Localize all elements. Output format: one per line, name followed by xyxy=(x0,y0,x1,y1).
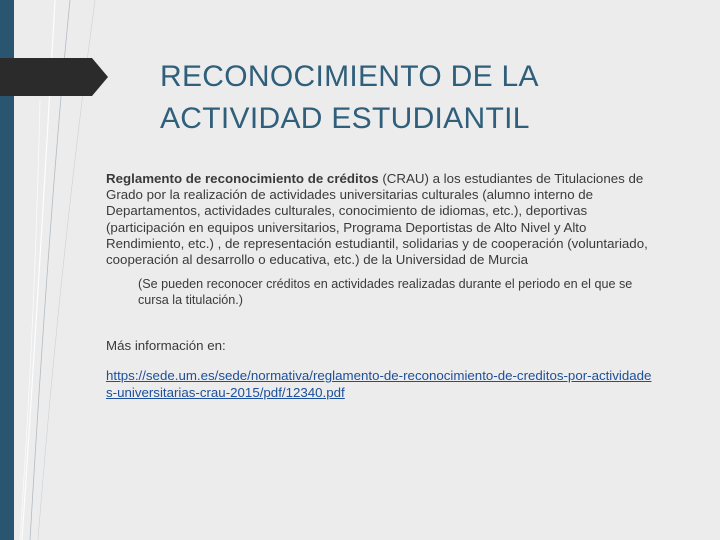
regulation-link[interactable]: https://sede.um.es/sede/normativa/reglamento-de-reconocimiento-de-creditos-por-actividades-universitarias-crau-2015/pdf/12340.pdf xyxy=(106,368,652,400)
title-tab-shape xyxy=(0,58,108,96)
regulation-name: Reglamento de reconocimiento de créditos xyxy=(106,171,379,186)
more-info-label: Más información en: xyxy=(106,338,226,354)
slide-title-line1: RECONOCIMIENTO DE LA xyxy=(160,60,539,93)
paragraph-body: (CRAU) a los estudiantes de Titulaciones de Grado por la realización de actividades universitarias culturales (alumno interno de Departamentos, actividades culturales, conocimiento de idiomas, etc.), deportivas (participación en equipos universitarios, Programa Deportistas de Alto Nivel y Alto Rendimiento, etc.) , de representación estudiantil, solidarias y de cooperación (voluntariado, cooperación al desarrollo o educativa, etc.) de la Universidad de Murcia xyxy=(106,171,648,268)
slide-title xyxy=(160,56,680,140)
slide-content xyxy=(106,171,654,401)
main-paragraph xyxy=(106,171,654,268)
credits-note: (Se pueden reconocer créditos en actividades realizadas durante el periodo en el que se cursa la titulación.) xyxy=(138,277,633,307)
slide-title-line2: ACTIVIDAD ESTUDIANTIL xyxy=(160,102,530,135)
